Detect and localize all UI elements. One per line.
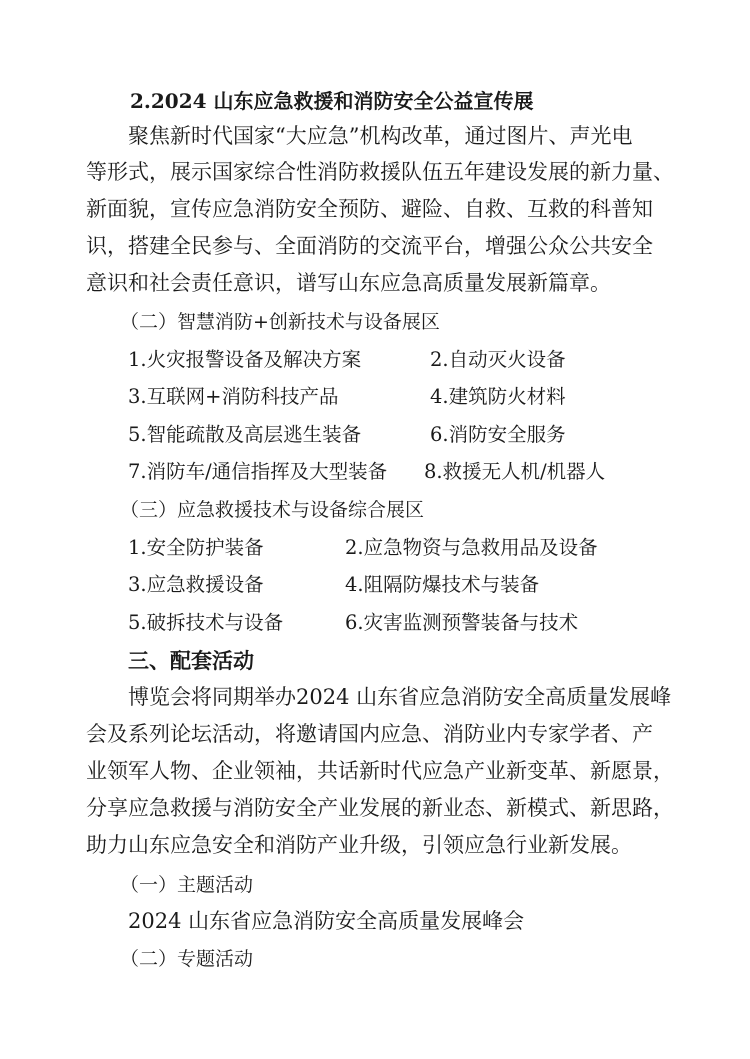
- section-title: 2.2024 山东应急救援和消防安全公益宣传展: [130, 89, 534, 113]
- zone2-item-7: 7.消防车/通信指挥及大型装备: [128, 460, 388, 483]
- part3-line-1: 博览会将同期举办2024 山东省应急消防安全高质量发展峰: [128, 685, 672, 709]
- sub1-text: 2024 山东省应急消防安全高质量发展峰会: [128, 909, 525, 933]
- part3-line-3: 业领军人物、企业领袖，共话新时代应急产业新变革、新愿景，: [86, 759, 674, 783]
- intro-line-4: 识，搭建全民参与、全面消防的交流平台，增强公众公共安全: [86, 234, 653, 258]
- intro-line-5: 意识和社会责任意识，谱写山东应急高质量发展新篇章。: [86, 271, 611, 295]
- intro-line-3: 新面貌，宣传应急消防安全预防、避险、自救、互救的科普知: [86, 197, 653, 221]
- intro-line-2: 等形式，展示国家综合性消防救援队伍五年建设发展的新力量、: [86, 160, 674, 184]
- part3-heading: 三、配套活动: [128, 648, 254, 673]
- zone3-item-6: 6.灾害监测预警装备与技术: [345, 611, 579, 634]
- zone2-item-2: 2.自动灭火设备: [430, 348, 566, 371]
- sub1-heading: （一）主题活动: [120, 874, 254, 896]
- part3-line-5: 助力山东应急安全和消防产业升级，引领应急行业新发展。: [86, 833, 632, 857]
- part3-line-2: 会及系列论坛活动，将邀请国内应急、消防业内专家学者、产: [86, 722, 653, 746]
- zone3-item-4: 4.阻隔防爆技术与装备: [345, 573, 540, 596]
- zone3-item-2: 2.应急物资与急救用品及设备: [345, 536, 598, 559]
- zone2-item-5: 5.智能疏散及高层逃生装备: [128, 423, 362, 446]
- zone3-item-5: 5.破拆技术与设备: [128, 611, 284, 634]
- sub2-heading: （二）专题活动: [120, 948, 254, 970]
- zone2-item-3: 3.互联网+消防科技产品: [128, 385, 339, 408]
- zone3-item-3: 3.应急救援设备: [128, 573, 264, 596]
- zone2-heading: （二）智慧消防+创新技术与设备展区: [120, 311, 440, 333]
- zone3-heading: （三）应急救援技术与设备综合展区: [120, 499, 425, 521]
- zone2-item-4: 4.建筑防火材料: [430, 385, 566, 408]
- zone2-item-1: 1.火灾报警设备及解决方案: [128, 348, 362, 371]
- part3-line-4: 分享应急救援与消防安全产业发展的新业态、新模式、新思路，: [86, 796, 674, 820]
- zone2-item-6: 6.消防安全服务: [430, 423, 566, 446]
- intro-line-1: 聚焦新时代国家“大应急”机构改革，通过图片、声光电: [128, 124, 633, 148]
- zone2-item-8: 8.救援无人机/机器人: [424, 460, 606, 483]
- zone3-item-1: 1.安全防护装备: [128, 536, 264, 559]
